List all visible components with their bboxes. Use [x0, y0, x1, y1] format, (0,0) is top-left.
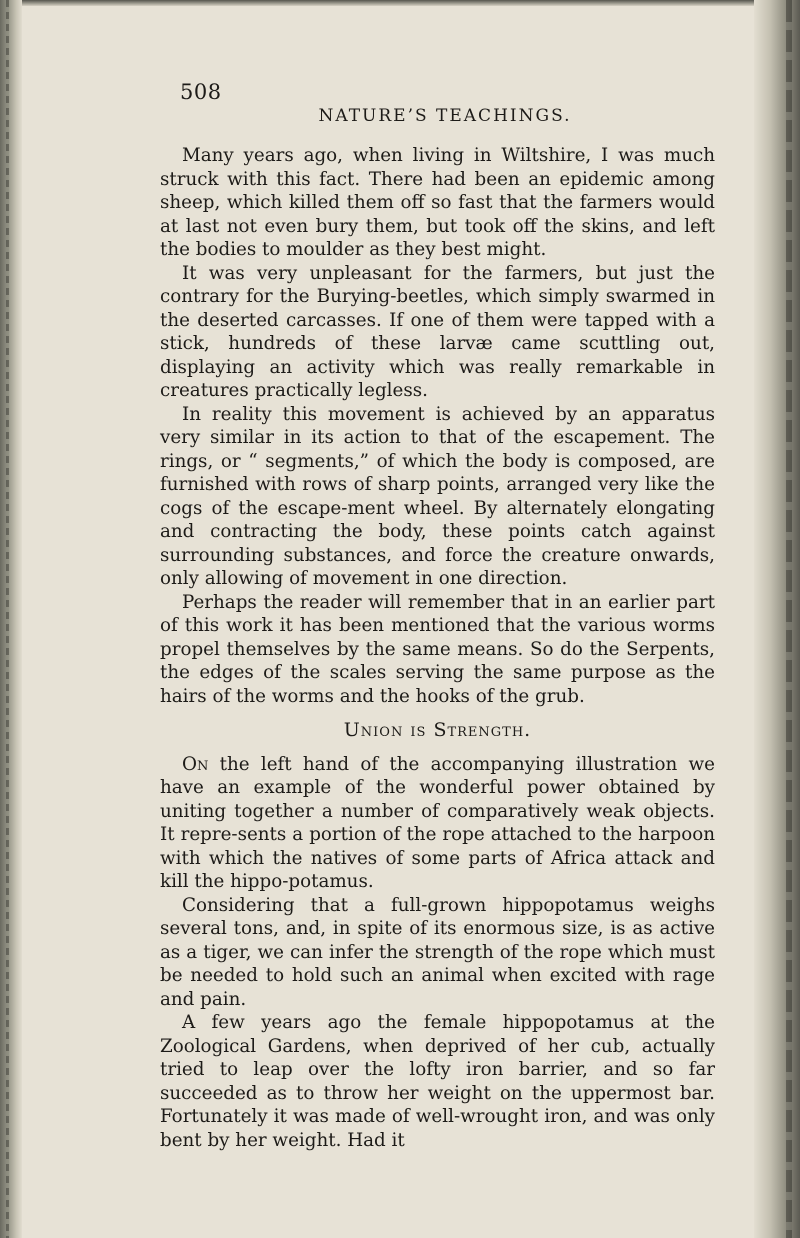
body-text [160, 144, 715, 1152]
paragraph: A few years ago the female hippopotamus at the Zoological Gardens, when deprived of her cub, actually tried to leap over the lofty iron barrier, and so far succeeded as to throw her weight on the uppermost bar. Fortunately it was made of well-wrought iron, and was only bent by her weight. Had it [160, 1012, 715, 1151]
paragraph-text: the left hand of the accompanying illustration we have an example of the wonderful power obtained by uniting together a number of comparatively weak objects. It repre-sents a portion of the rope attached to the harpoon with which the natives of some parts of Africa attack and kill the hippo-potamus. [160, 753, 715, 892]
paragraph: Perhaps the reader will remember that in an earlier part of this work it has been mentioned that the various worms propel themselves by the same means. So do the Serpents, the edges of the scales serving the same purpose as the hairs of the worms and the hooks of the grub. [160, 591, 715, 707]
scan-page-edge [754, 0, 800, 1238]
running-head [180, 80, 740, 136]
scan-top-edge [0, 0, 800, 6]
lead-word: On [182, 753, 209, 775]
scan-binding-edge [0, 0, 22, 1238]
paragraph [160, 753, 715, 894]
paragraph: It was very unpleasant for the farmers, but just the contrary for the Burying-beetles, which simply swarmed in the deserted carcasses. If one of them were tapped with a stick, hundreds of these larvæ came scuttling out, displaying an activity which was really remarkable in creatures practically legless. [160, 262, 715, 401]
paragraph: In reality this movement is achieved by an apparatus very similar in its action to that of the escapement. The rings, or “ segments,” of which the body is composed, are furnished with rows of sharp points, arranged very like the cogs of the escape-ment wheel. By alternately elongating and contracting the body, these points catch against surrounding substances, and force the creature onwards, only allowing of movement in one direction. [160, 403, 715, 589]
running-title: NATURE’S TEACHINGS. [318, 106, 572, 126]
book-page [160, 80, 740, 1151]
paragraph: Considering that a full-grown hippopotamus weighs several tons, and, in spite of its enormous size, is as active as a tiger, we can infer the strength of the rope which must be needed to hold such an animal when excited with rage and pain. [160, 894, 715, 1010]
section-heading: Union is Strength. [343, 719, 532, 741]
paragraph: Many years ago, when living in Wiltshire, I was much struck with this fact. There had been an epidemic among sheep, which killed them off so fast that the farmers would at last not even bury them, but took off the skins, and left the bodies to moulder as they best might. [160, 145, 715, 260]
page-number: 508 [180, 80, 222, 104]
